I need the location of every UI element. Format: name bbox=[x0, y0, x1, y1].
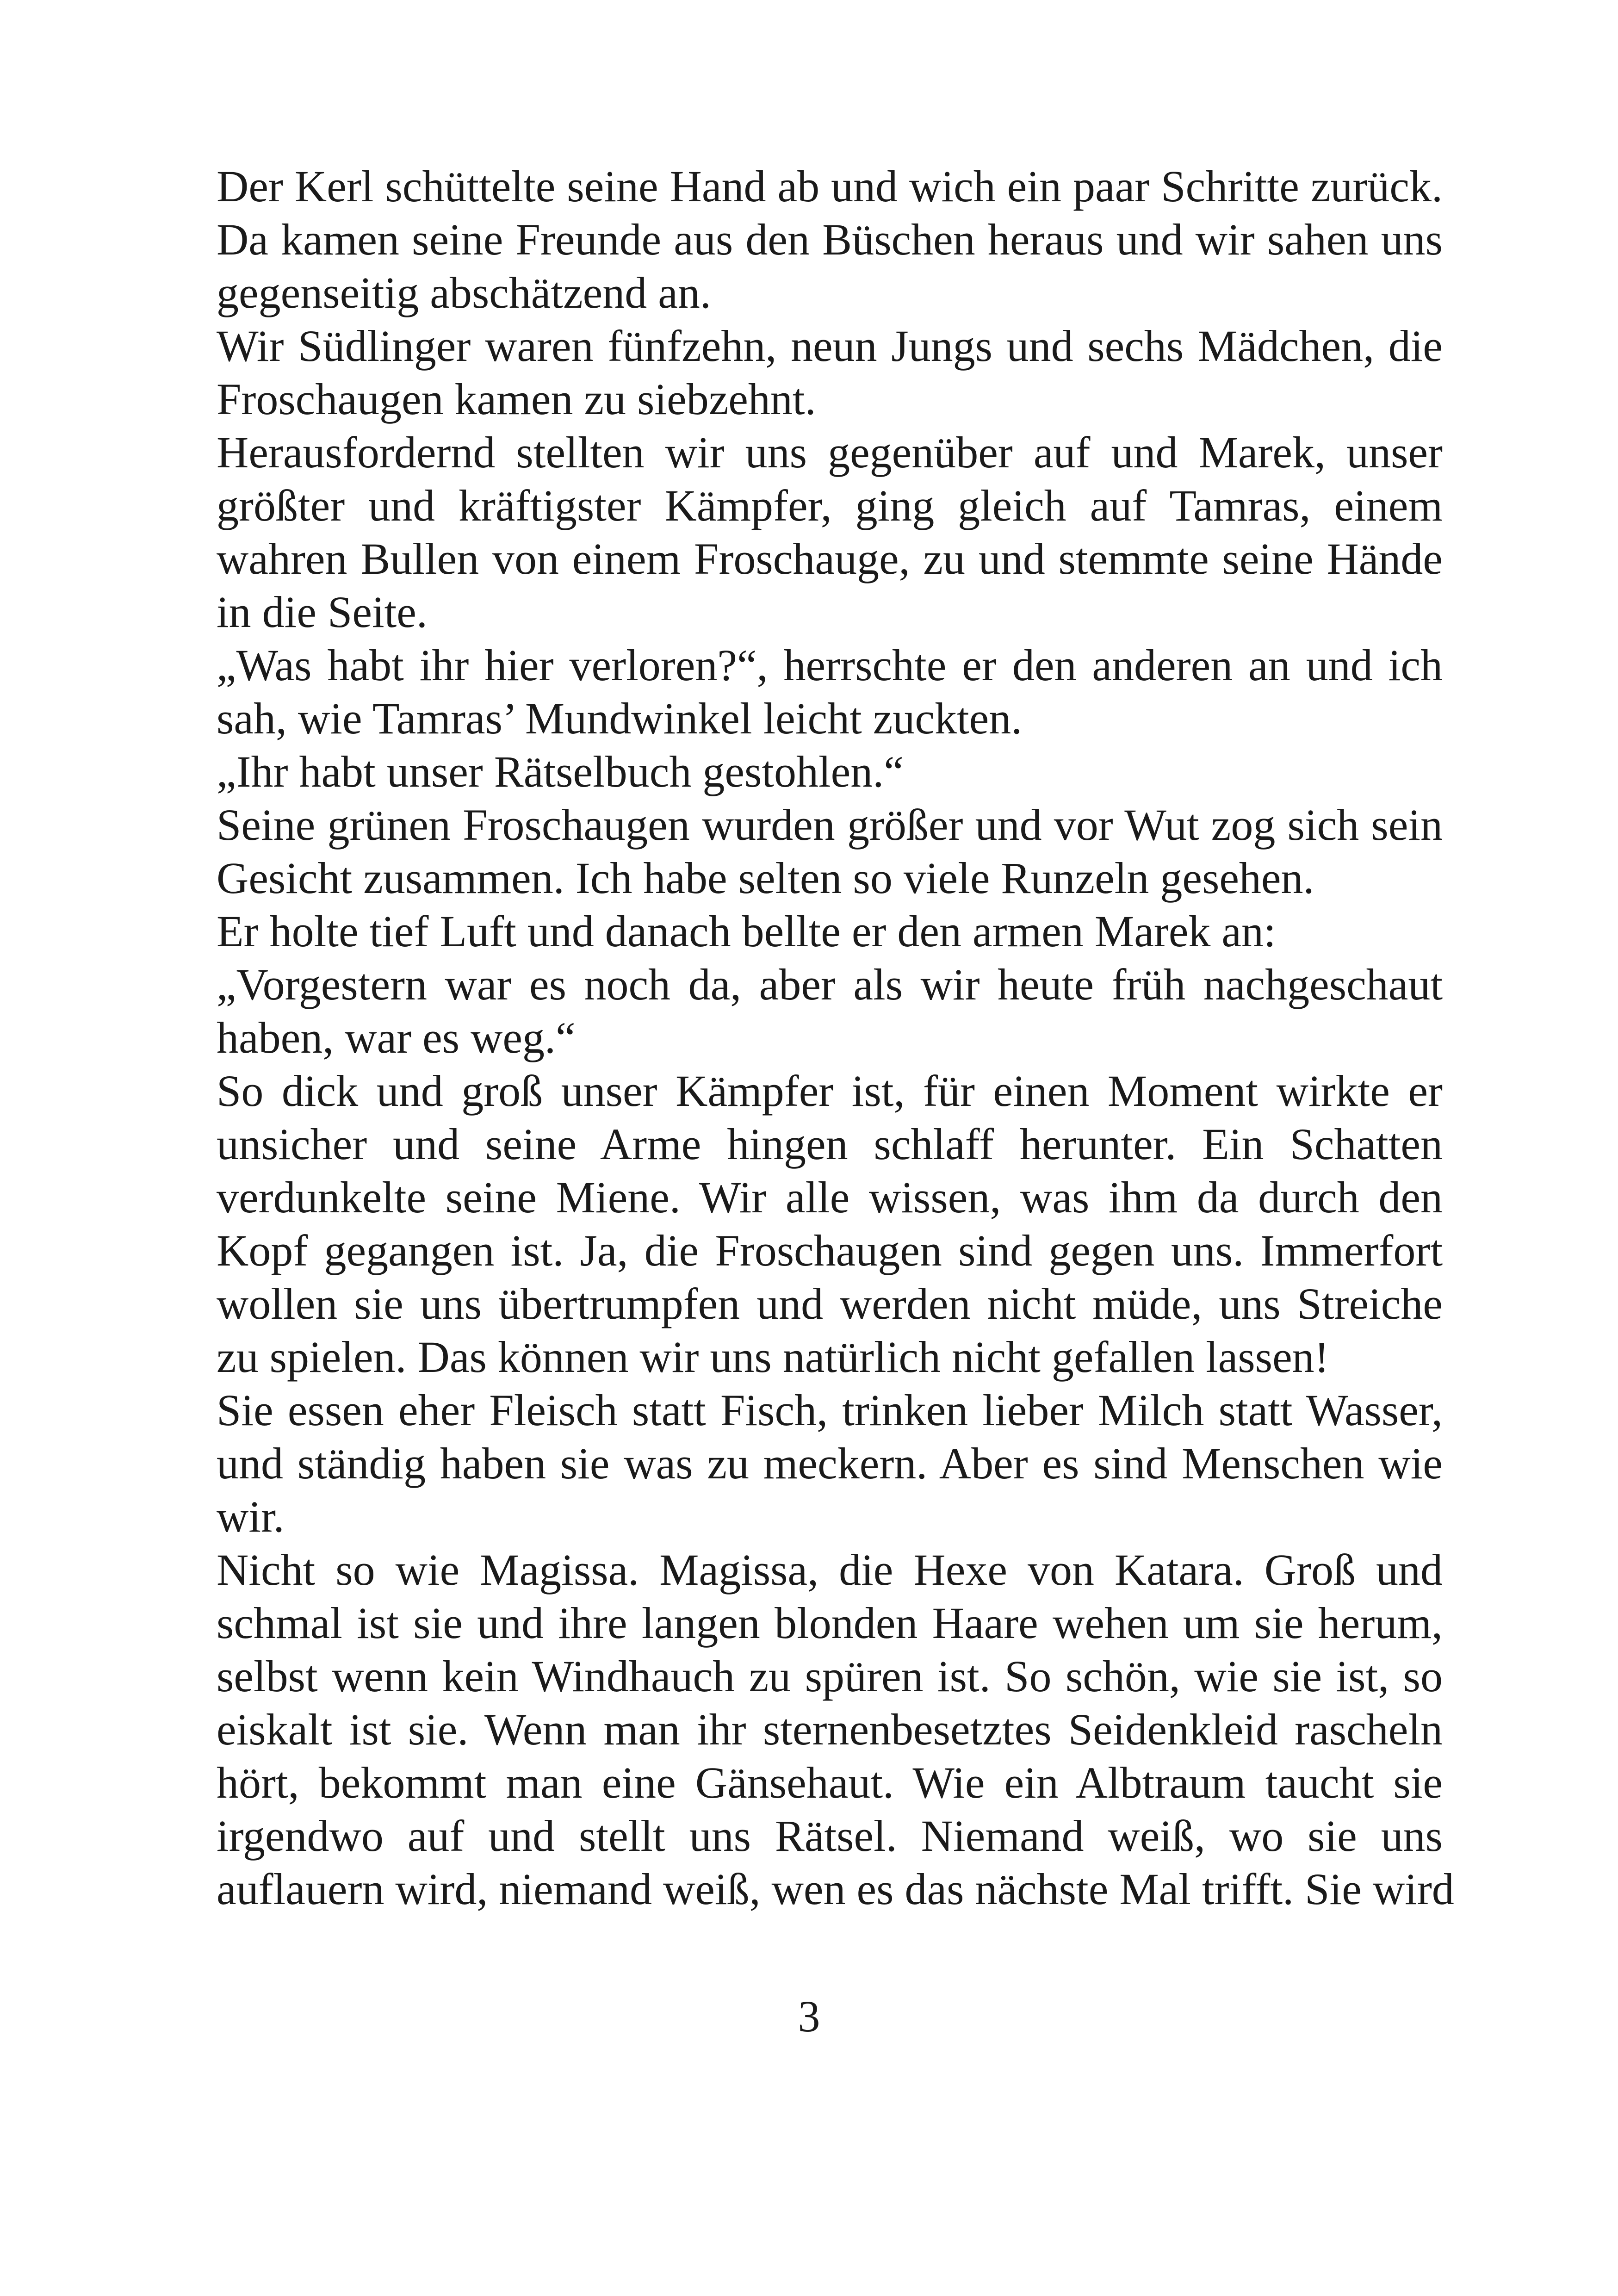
text-line: Da kamen seine Freunde aus den Büschen heraus und wir sahen uns bbox=[217, 215, 1443, 264]
text-line: Seine grünen Froschaugen wurden größer und vor Wut zog sich sein bbox=[217, 800, 1443, 850]
text-line: eiskalt ist sie. Wenn man ihr sternenbesetztes Seidenkleid rascheln bbox=[217, 1705, 1443, 1754]
text-line: Er holte tief Luft und danach bellte er den armen Marek an: bbox=[217, 906, 1276, 956]
text-line: wollen sie uns übertrumpfen und werden nicht müde, uns Streiche bbox=[217, 1279, 1443, 1328]
text-line: wir. bbox=[217, 1492, 285, 1541]
text-line: Gesicht zusammen. Ich habe selten so viele Runzeln gesehen. bbox=[217, 853, 1314, 903]
text-line: und ständig haben sie was zu meckern. Aber es sind Menschen wie bbox=[217, 1439, 1443, 1488]
text-line: verdunkelte seine Miene. Wir alle wissen, was ihm da durch den bbox=[217, 1173, 1443, 1222]
text-line: selbst wenn kein Windhauch zu spüren ist. So schön, wie sie ist, so bbox=[217, 1651, 1443, 1701]
text-line: Herausfordernd stellten wir uns gegenüber auf und Marek, unser bbox=[217, 428, 1443, 477]
text-line: wahren Bullen von einem Froschauge, zu und stemmte seine Hände bbox=[217, 534, 1443, 583]
text-line: auflauern wird, niemand weiß, wen es das nächste Mal trifft. Sie wird bbox=[217, 1864, 1454, 1914]
text-line: haben, war es weg.“ bbox=[217, 1013, 576, 1062]
page-number: 3 bbox=[798, 1992, 820, 2041]
text-line: gegenseitig abschätzend an. bbox=[217, 268, 711, 317]
text-line: zu spielen. Das können wir uns natürlich nicht gefallen lassen! bbox=[217, 1332, 1329, 1382]
text-line: „Ihr habt unser Rätselbuch gestohlen.“ bbox=[217, 747, 904, 796]
text-line: schmal ist sie und ihre langen blonden Haare wehen um sie herum, bbox=[217, 1598, 1443, 1648]
text-line: größter und kräftigster Kämpfer, ging gleich auf Tamras, einem bbox=[217, 481, 1443, 530]
text-line: hört, bekommt man eine Gänsehaut. Wie ein Albtraum taucht sie bbox=[217, 1758, 1443, 1807]
text-line: So dick und groß unser Kämpfer ist, für einen Moment wirkte er bbox=[217, 1066, 1443, 1116]
text-line: Wir Südlinger waren fünfzehn, neun Jungs und sechs Mädchen, die bbox=[217, 321, 1443, 371]
text-line: in die Seite. bbox=[217, 587, 428, 637]
text-line: Sie essen eher Fleisch statt Fisch, trinken lieber Milch statt Wasser, bbox=[217, 1385, 1443, 1435]
text-line: Der Kerl schüttelte seine Hand ab und wich ein paar Schritte zurück. bbox=[217, 161, 1443, 211]
text-line: Kopf gegangen ist. Ja, die Froschaugen sind gegen uns. Immerfort bbox=[217, 1226, 1443, 1275]
text-line: Froschaugen kamen zu siebzehnt. bbox=[217, 374, 816, 424]
body-text bbox=[217, 160, 1454, 1916]
text-line: „Vorgestern war es noch da, aber als wir heute früh nachgeschaut bbox=[217, 960, 1443, 1009]
text-line: irgendwo auf und stellt uns Rätsel. Niemand weiß, wo sie uns bbox=[217, 1811, 1443, 1861]
text-line: Nicht so wie Magissa. Magissa, die Hexe von Katara. Groß und bbox=[217, 1545, 1443, 1595]
text-line: „Was habt ihr hier verloren?“, herrschte er den anderen an und ich bbox=[217, 640, 1443, 690]
text-line: sah, wie Tamras’ Mundwinkel leicht zuckten. bbox=[217, 694, 1023, 743]
text-line: unsicher und seine Arme hingen schlaff herunter. Ein Schatten bbox=[217, 1119, 1443, 1169]
